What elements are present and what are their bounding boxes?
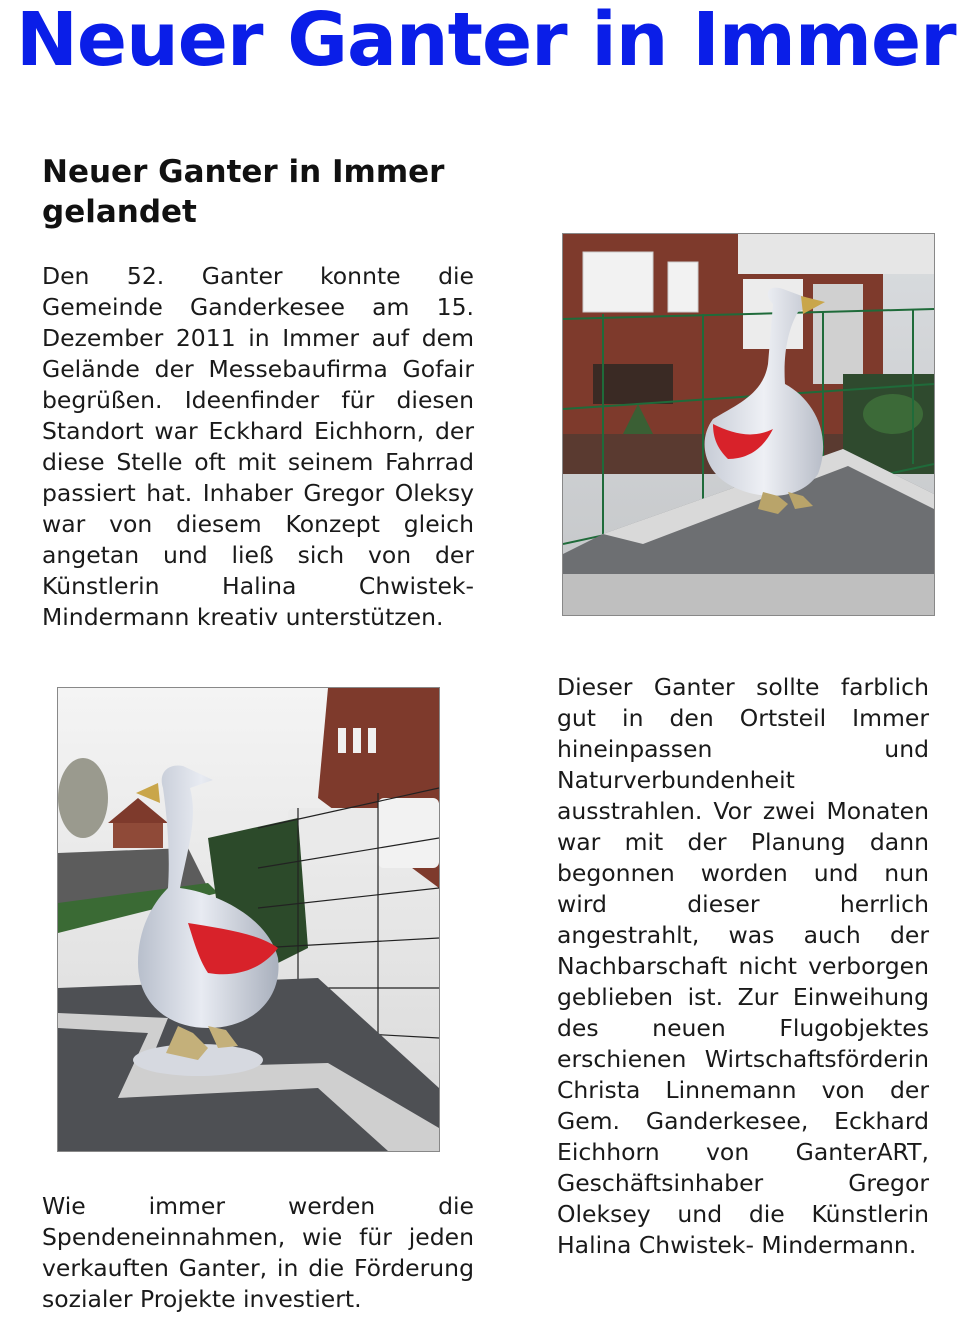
article-paragraph-1: Den 52. Ganter konnte die Gemeinde Ganderkesee am 15. Dezember 2011 in Immer auf dem Gelände der Messebaufirma Gofair begrüßen. Ideenfinder für diesen Standort war Eckhard Eichhorn, der diese Stelle oft mit seinem Fahrrad passiert hat. Inhaber Gregor Oleksy war von diesem Konzept gleich angetan und ließ sich von der Künstlerin Halina Chwistek-Mindermann kreativ unterstützen. <box>42 262 474 631</box>
article-headline: Neuer Ganter in Immer gelandet <box>42 154 445 230</box>
goose-photo-building <box>562 233 935 616</box>
article-paragraph-3: Wie immer werden die Spendeneinnahmen, wie für jeden verkauften Ganter, in die Förderung sozialer Projekte investiert. <box>42 1192 474 1313</box>
masthead-title: Neuer Ganter in Immer <box>16 0 956 83</box>
goose-photo-road <box>57 687 440 1152</box>
article-paragraph-2: Dieser Ganter sollte farblich gut in den Ortsteil Immer hineinpassen und Naturverbundenheit ausstrahlen. Vor zwei Monaten war mit der Planung dann begonnen worden und nun wird dieser herrlich angestrahlt, was auch der Nachbarschaft nicht verborgen geblieben ist. Zur Einweihung des neuen Flugobjektes erschienen Wirtschaftsförderin Christa Linnemann von der Gem. Ganderkesee, Eckhard Eichhorn von GanterART, Geschäftsinhaber Gregor Oleksey und die Künstlerin Halina Chwistek- Mindermann. <box>557 673 929 1259</box>
